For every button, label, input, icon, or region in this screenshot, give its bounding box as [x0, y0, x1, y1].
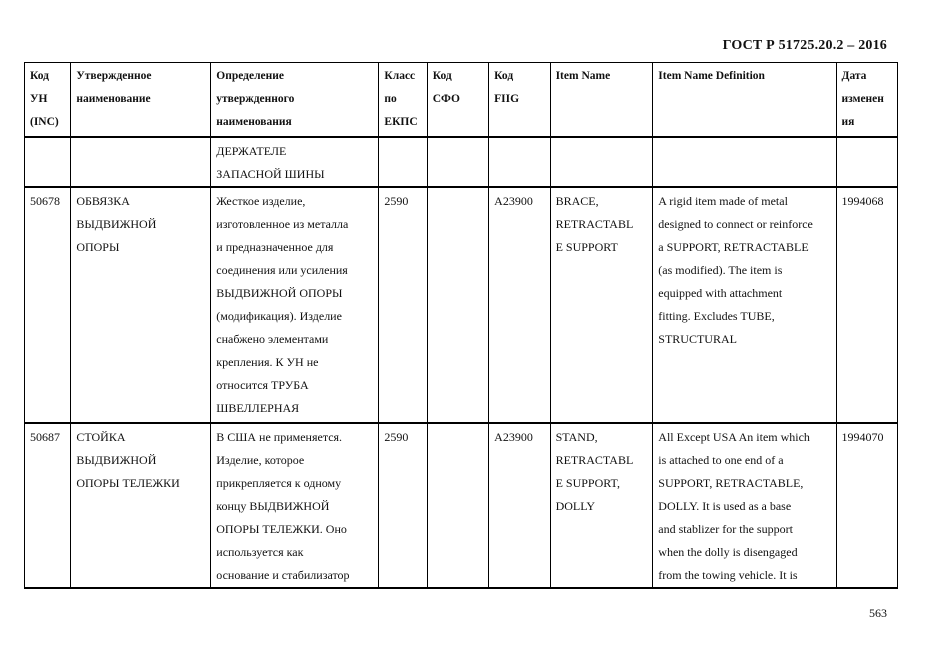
col-header-class: Класс по ЕКПС — [379, 63, 427, 137]
cell-definition: Жесткое изделие, изготовленное из металла и предназначенное для соединения или усиления ВЫДВИЖНОЙ ОПОРЫ (модификация). Изделие снабжено элементами крепления. К УН не относится ТРУБА ШВЕЛЛЕРНАЯ — [211, 187, 379, 423]
cell-item-definition: A rigid item made of metal designed to connect or reinforce a SUPPORT, RETRACTABLE (as modified). The item is equipped with attachment fitting. Excludes TUBE, STRUCTURAL — [653, 187, 836, 423]
cell-definition: ДЕРЖАТЕЛЕ ЗАПАСНОЙ ШИНЫ — [211, 137, 379, 187]
cell-approved-name: ОБВЯЗКА ВЫДВИЖНОЙ ОПОРЫ — [71, 187, 211, 423]
cell-fiig — [489, 137, 550, 187]
cell-fiig: A23900 — [489, 187, 550, 423]
cell-item-name: BRACE, RETRACTABL E SUPPORT — [550, 187, 653, 423]
cell-item-definition: All Except USA An item which is attached to one end of a SUPPORT, RETRACTABLE, DOLLY. It is used as a base and stablizer for the support when the dolly is disengaged from the towing vehicle. It is — [653, 423, 836, 588]
col-header-inc: Код УН (INC) — [25, 63, 71, 137]
cell-fiig: A23900 — [489, 423, 550, 588]
table-row — [25, 423, 898, 588]
cell-class: 2590 — [379, 423, 427, 588]
cell-class — [379, 137, 427, 187]
col-header-sfo: Код СФО — [427, 63, 488, 137]
table-row — [25, 187, 898, 423]
cell-item-name: STAND, RETRACTABL E SUPPORT, DOLLY — [550, 423, 653, 588]
col-header-item-definition: Item Name Definition — [653, 63, 836, 137]
cell-change-date: 1994068 — [836, 187, 897, 423]
cell-approved-name: СТОЙКА ВЫДВИЖНОЙ ОПОРЫ ТЕЛЕЖКИ — [71, 423, 211, 588]
col-header-definition: Определение утвержденного наименования — [211, 63, 379, 137]
cell-item-name — [550, 137, 653, 187]
cell-sfo — [427, 137, 488, 187]
col-header-approved-name: Утвержденное наименование — [71, 63, 211, 137]
cell-approved-name — [71, 137, 211, 187]
table-header-row — [25, 63, 898, 137]
cell-sfo — [427, 187, 488, 423]
cell-sfo — [427, 423, 488, 588]
cell-inc — [25, 137, 71, 187]
nomenclature-table — [24, 62, 898, 589]
cell-inc: 50687 — [25, 423, 71, 588]
cell-definition: В США не применяется. Изделие, которое прикрепляется к одному концу ВЫДВИЖНОЙ ОПОРЫ ТЕЛЕЖКИ. Оно используется как основание и стабилизатор — [211, 423, 379, 588]
col-header-change-date: Дата изменен ия — [836, 63, 897, 137]
col-header-fiig: Код FIIG — [489, 63, 550, 137]
cell-inc: 50678 — [25, 187, 71, 423]
page-number: 563 — [869, 606, 887, 620]
col-header-item-name: Item Name — [550, 63, 653, 137]
table-row — [25, 137, 898, 187]
cell-class: 2590 — [379, 187, 427, 423]
cell-item-definition — [653, 137, 836, 187]
cell-change-date — [836, 137, 897, 187]
document-header: ГОСТ Р 51725.20.2 – 2016 — [722, 38, 887, 53]
cell-change-date: 1994070 — [836, 423, 897, 588]
